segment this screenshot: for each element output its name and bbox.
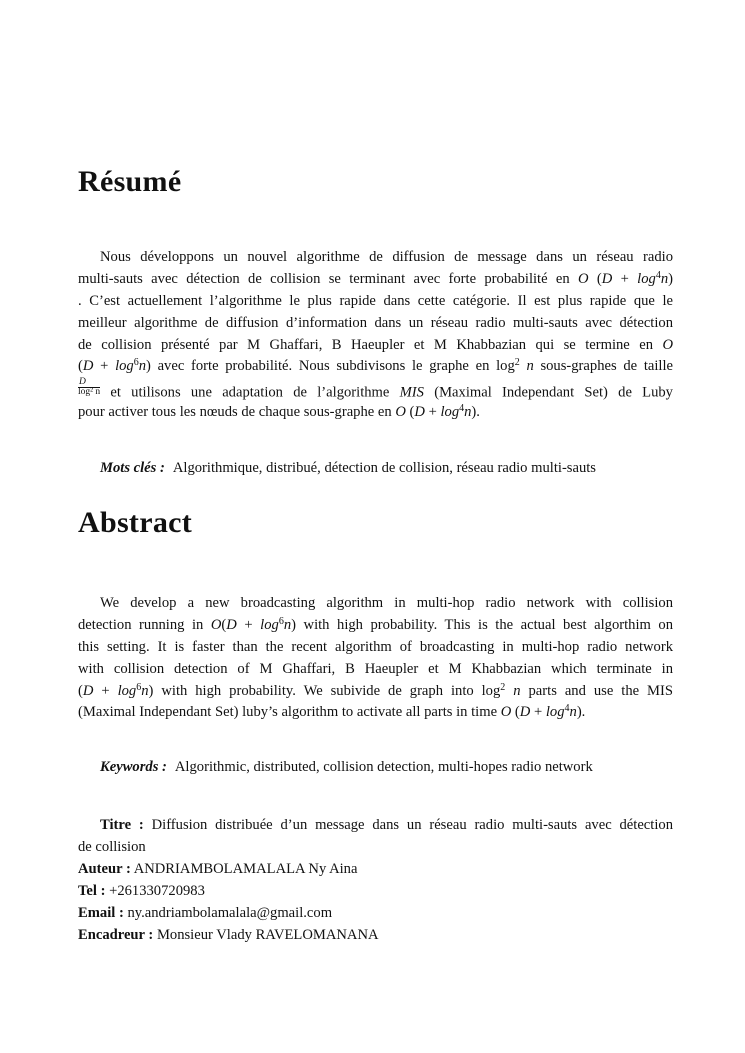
text-line — [78, 356, 673, 378]
text-run: ( — [405, 404, 415, 421]
tel-label: Tel : — [78, 882, 106, 899]
text-run: Nous développons un nouvel algorithme de diffusion de message dans un réseau radio — [100, 249, 673, 265]
math-symbol: log — [117, 682, 137, 699]
email-label: Email : — [78, 904, 124, 921]
math-symbol: n — [569, 704, 577, 721]
text-line — [78, 378, 673, 402]
text-run: + — [530, 704, 546, 721]
abstract-heading: Abstract — [78, 506, 193, 539]
math-symbol: n — [283, 616, 292, 633]
text-run: (Maximal Independant Set) de Luby — [423, 384, 673, 401]
text-run: et utilisons une adaptation de l’algorithme — [100, 384, 400, 401]
text-run: de collision présenté par M Ghaffari, B Haeupler et M Khabbazian qui se termine en — [78, 336, 663, 353]
keywords-label: Mots clés : — [100, 460, 165, 476]
text-run: + — [93, 682, 118, 699]
auteur-value: ANDRIAMBOLAMALALA Ny Aina — [133, 860, 358, 877]
text-run: ) with high probability. This is the actual best algorthim on — [291, 616, 673, 633]
email-line — [78, 903, 673, 925]
math-symbol: D — [601, 270, 613, 287]
text-run: ( — [588, 270, 602, 287]
math-symbol: n — [660, 270, 669, 287]
math-symbol: log — [260, 616, 279, 633]
math-symbol: log — [115, 358, 134, 375]
text-line — [78, 702, 673, 724]
abstract-keywords — [100, 759, 593, 776]
math-symbol: O — [578, 270, 589, 287]
math-symbol: O — [210, 616, 222, 633]
math-symbol: MIS — [399, 384, 424, 401]
text-run: . C’est actuellement l’algorithme le plus rapide dans cette catégorie. Il est plus rapide que le — [78, 292, 673, 309]
math-symbol: n — [513, 682, 521, 699]
text-line — [78, 593, 673, 615]
titre-value: Diffusion distribuée d’un message dans un réseau radio multi-sauts avec détection — [151, 817, 673, 833]
auteur-label: Auteur : — [78, 860, 131, 877]
keywords-text: Algorithmique, distribué, détection de collision, réseau radio multi-sauts — [172, 460, 596, 476]
keywords-text: Algorithmic, distributed, collision detection, multi-hopes radio network — [174, 759, 593, 775]
titre-line — [78, 815, 673, 837]
math-symbol: D — [82, 358, 94, 375]
email-value: ny.andriambolamalala@gmail.com — [127, 904, 333, 921]
text-run: sous-graphes de taille — [533, 358, 673, 375]
math-symbol: log — [440, 404, 460, 421]
text-run: pour activer tous les nœuds de chaque sous-graphe en — [78, 404, 396, 421]
text-run: + — [93, 358, 116, 375]
math-exponent: 2 — [500, 681, 506, 693]
text-run: We develop a new broadcasting algorithm in multi-hop radio network with collision — [100, 595, 673, 611]
math-exponent: 6 — [278, 615, 284, 627]
text-run: with collision detection of M Ghaffari, B Haeupler et M Khabbazian which terminate in — [78, 660, 673, 677]
math-exponent: 2 — [514, 357, 520, 369]
math-exponent: 4 — [655, 269, 661, 281]
math-exponent: 4 — [564, 703, 570, 715]
text-run: detection running in — [78, 616, 211, 633]
text-run: ( — [78, 358, 83, 375]
text-run: + — [612, 270, 638, 287]
math-symbol: D — [82, 682, 94, 699]
math-exponent: 6 — [136, 681, 142, 693]
titre-label: Titre : — [100, 817, 144, 833]
text-run: + — [424, 404, 441, 421]
text-run: ( — [78, 682, 83, 699]
resume-heading: Résumé — [78, 165, 182, 198]
math-symbol: n — [526, 358, 534, 375]
text-run: ). — [576, 704, 586, 721]
titre-line-2: de collision — [78, 838, 146, 855]
math-exponent: 6 — [133, 357, 139, 369]
text-line — [78, 659, 673, 681]
math-symbol: D — [519, 704, 531, 721]
resume-keywords — [100, 460, 596, 477]
auteur-line — [78, 859, 673, 881]
math-symbol: log — [637, 270, 656, 287]
tel-line — [78, 881, 673, 903]
math-symbol: O — [395, 404, 406, 421]
text-line — [78, 681, 673, 703]
math-symbol: D — [226, 616, 237, 633]
text-line — [78, 637, 673, 659]
keywords-label: Keywords : — [100, 759, 167, 775]
text-run: this setting. It is faster than the recent algorithm of broadcasting in multi-hop radio network — [78, 638, 673, 655]
thesis-info — [78, 815, 673, 946]
text-run: + — [236, 616, 261, 633]
text-run: ) — [668, 270, 673, 287]
math-symbol: log — [545, 704, 565, 721]
text-line — [78, 402, 673, 424]
text-run: ( — [511, 704, 520, 721]
math-exponent: 4 — [459, 403, 465, 415]
text-run: parts and use the MIS — [520, 682, 674, 699]
resume-paragraph — [78, 247, 673, 424]
text-line — [78, 335, 673, 357]
encadreur-line — [78, 925, 673, 947]
text-run: multi-sauts avec détection de collision se terminant avec forte probabilité en — [78, 270, 579, 287]
encadreur-label: Encadreur : — [78, 926, 154, 943]
math-symbol: n — [141, 682, 149, 699]
math-symbol: O — [662, 336, 673, 353]
text-run: meilleur algorithme de diffusion d’information dans un réseau radio multi-sauts avec détection — [78, 314, 673, 331]
fraction-numerator: D — [78, 378, 100, 388]
tel-value: +261330720983 — [109, 882, 205, 899]
encadreur-value: Monsieur Vlady RAVELOMANANA — [156, 926, 379, 943]
fraction-denominator: log² n — [78, 386, 101, 397]
text-line — [78, 291, 673, 313]
math-symbol: n — [138, 358, 147, 375]
text-line — [78, 615, 673, 637]
abstract-paragraph — [78, 593, 673, 724]
math-fraction — [78, 378, 100, 396]
text-run: ). — [471, 404, 480, 421]
text-run: ) with high probability. We subivide de graph into log — [148, 682, 501, 699]
text-line — [78, 269, 673, 291]
math-symbol: n — [464, 404, 472, 421]
text-run: ) avec forte probabilité. Nous subdivisons le graphe en log — [146, 358, 515, 375]
text-line — [78, 313, 673, 335]
text-run: (Maximal Independant Set) luby’s algorithm to activate all parts in time — [78, 704, 501, 721]
math-symbol: O — [500, 704, 512, 721]
math-symbol: D — [414, 404, 425, 421]
text-line — [78, 247, 673, 269]
text-run: ( — [221, 616, 227, 633]
